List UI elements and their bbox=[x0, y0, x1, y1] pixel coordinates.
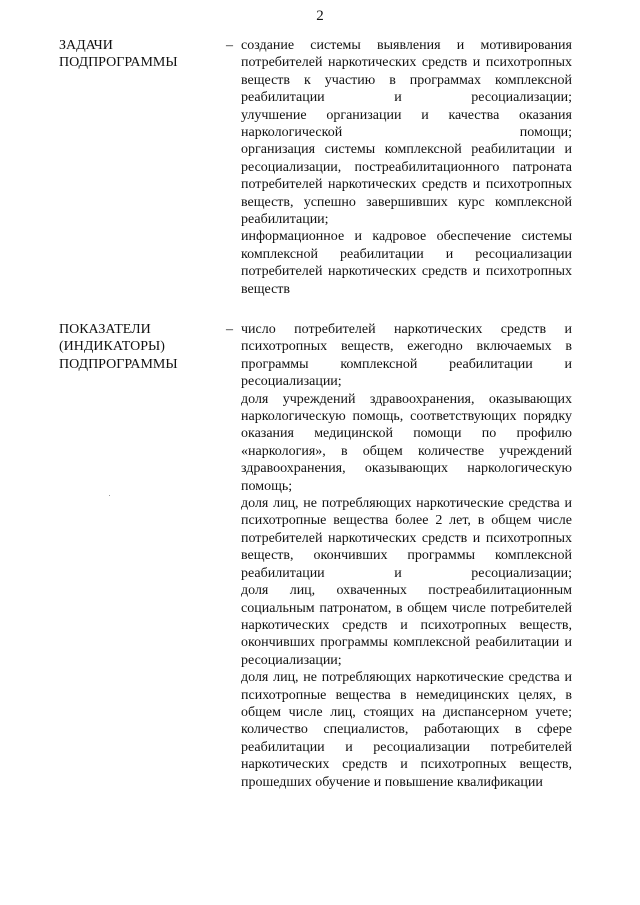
tasks-body bbox=[241, 37, 572, 298]
task-item: информационное и кадровое обеспечение системы комплексной реабилитации и ресоциализации потребителей наркотических средств и психотропных веществ bbox=[241, 229, 572, 297]
indicator-item: доля лиц, не потребляющих наркотические средства и психотропные вещества в немедицинских целях, в общем числе лиц, стоящих на диспансерном учете; bbox=[241, 670, 572, 720]
indicators-label bbox=[59, 321, 229, 373]
task-item: организация системы комплексной реабилитации и ресоциализации, постреабилитационного патроната потребителей наркотических средств и психотропных веществ, успешно завершивших курс комплексной реабилитации; bbox=[241, 142, 572, 228]
indicator-item: число потребителей наркотических средств и психотропных веществ, ежегодно включаемых в программы комплексной реабилитации и ресоциализации; bbox=[241, 322, 572, 390]
page-number: 2 bbox=[316, 8, 324, 24]
tasks-dash: – bbox=[226, 38, 233, 53]
scan-speck bbox=[109, 495, 110, 496]
task-item: создание системы выявления и мотивирования потребителей наркотических средств и психотропных веществ к участию в программах комплексной реабилитации и ресоциализации; bbox=[241, 38, 572, 106]
indicators-label-line: (ИНДИКАТОРЫ) bbox=[59, 339, 165, 355]
indicator-item: доля лиц, не потребляющих наркотические средства и психотропные вещества более 2 лет, в общем числе потребителей наркотических средств и психотропных веществ, окончивших программы комплексной реабилитации и ресоциализации; bbox=[241, 496, 572, 581]
tasks-label-line: ЗАДАЧИ bbox=[59, 38, 113, 53]
indicator-item: количество специалистов, работающих в сфере реабилитации и ресоциализации потребителей наркотических средств и психотропных веществ, прошедших обучение и повышение квалификации bbox=[241, 722, 572, 790]
indicator-item: доля учреждений здравоохранения, оказывающих наркологическую помощь, соответствующих порядку оказания медицинской помощи по профилю «наркология», в общем количестве учреждений здравоохранения, оказывающих наркологическую помощь; bbox=[241, 391, 572, 494]
indicators-dash: – bbox=[226, 322, 233, 337]
tasks-label-line: ПОДПРОГРАММЫ bbox=[59, 55, 178, 71]
indicators-label-line: ПОДПРОГРАММЫ bbox=[59, 356, 178, 372]
indicators-body bbox=[241, 321, 572, 791]
tasks-label bbox=[59, 37, 229, 72]
indicator-item: доля лиц, охваченных постреабилитационным социальным патронатом, в общем числе потребителей наркотических средств и психотропных веществ, окончивших программы комплексной реабилитации и ресоциализации; bbox=[241, 583, 572, 668]
indicators-label-line: ПОКАЗАТЕЛИ bbox=[59, 322, 151, 337]
task-item: улучшение организации и качества оказания наркологической помощи; bbox=[241, 107, 572, 141]
